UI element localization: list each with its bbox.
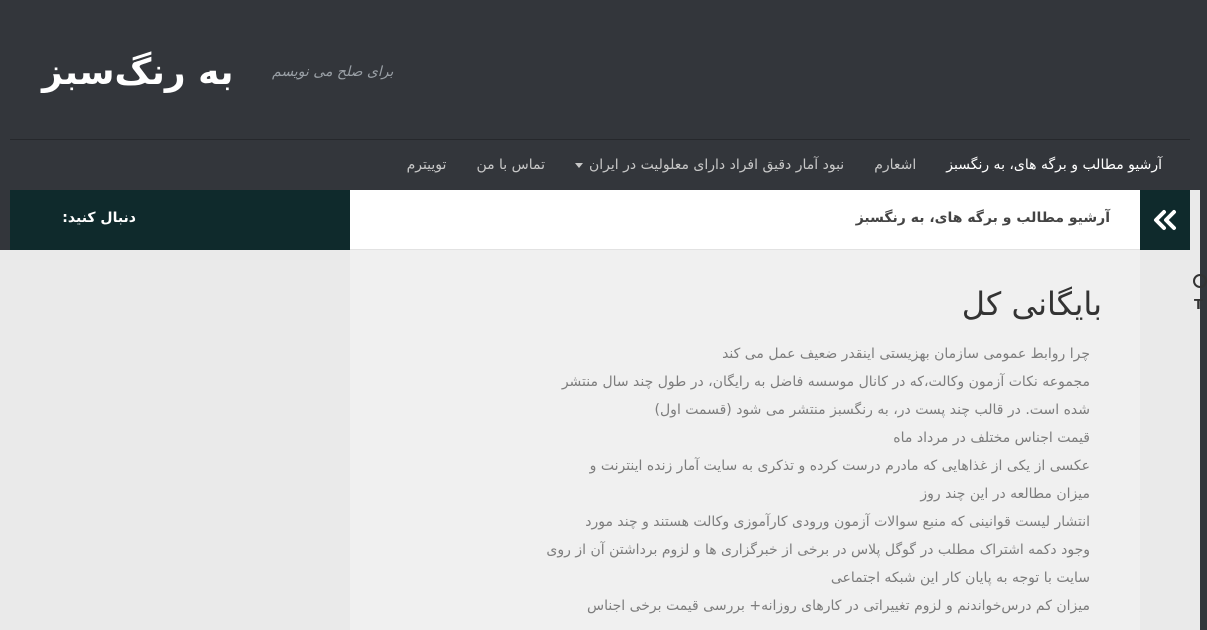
site-header <box>0 0 1200 140</box>
breadcrumb-bar <box>350 190 1140 250</box>
site-title[interactable]: به رنگ‌سبز <box>42 52 234 93</box>
post-link[interactable]: میزان کم درس‌خواندنم و لزوم تغییراتی در کارهای روزانه+ بررسی قیمت برخی اجناس <box>587 598 1090 614</box>
post-link[interactable]: میزان مطالعه در این چند روز <box>920 486 1090 502</box>
post-link[interactable]: قیمت اجناس مختلف در مرداد ماه <box>893 430 1090 446</box>
right-sidebar-edge <box>1190 190 1203 630</box>
post-link[interactable]: مجموعه نکات آزمون وکالت،که در کانال موسسه فاضل به رایگان، در طول چند سال منتشر <box>561 374 1090 390</box>
site-description: برای صلح می نویسم <box>272 64 394 80</box>
main-nav <box>10 139 1190 190</box>
sidebar-collapse-button[interactable] <box>1140 190 1190 250</box>
nav-item-label: اشعارم <box>874 157 917 173</box>
follow-label: دنبال کنید: <box>62 210 136 226</box>
breadcrumb: آرشیو مطالب و برگه های، به رنگسبز <box>855 210 1110 226</box>
partial-letter-icon: T <box>1194 298 1203 313</box>
nav-item-label: آرشیو مطالب و برگه های، به رنگسبز <box>946 157 1162 173</box>
sidebar-header <box>10 190 350 250</box>
partial-circle-icon <box>1193 274 1207 288</box>
nav-item-disability-stats[interactable] <box>575 157 844 173</box>
nav-item-label: توییترم <box>406 157 447 173</box>
nav-item-contact[interactable] <box>476 157 545 173</box>
sidebar <box>10 250 350 630</box>
nav-item-label: تماس با من <box>476 157 546 173</box>
post-link[interactable]: انتشار لیست قوانینی که منبع سوالات آزمون ورودی کارآموزی وکالت هستند و چند مورد <box>585 514 1090 530</box>
main-content <box>350 190 1140 630</box>
nav-item-poems[interactable] <box>874 157 916 173</box>
post-link[interactable]: عکسی از یکی از غذاهایی که مادرم درست کرده و تذکری به سایت آمار زنده اینترنت و <box>589 458 1090 474</box>
nav-item-twitter[interactable] <box>407 157 447 173</box>
post-link[interactable]: چرا روابط عمومی سازمان بهزیستی اینقدر ضعیف عمل می کند <box>722 346 1090 362</box>
double-chevron-left-icon <box>1152 209 1178 231</box>
nav-item-label: نبود آمار دقیق افراد دارای معلولیت در ایران <box>589 157 845 173</box>
post-link[interactable]: شده است. در قالب چند پست در، به رنگسبز منتشر می شود (قسمت اول) <box>654 402 1090 418</box>
chevron-down-icon <box>575 163 583 168</box>
nav-item-archive[interactable] <box>946 157 1162 173</box>
post-list <box>390 340 1090 620</box>
post-link[interactable]: سایت با توجه به پایان کار این شبکه اجتماعی <box>830 570 1090 586</box>
page-title: بایگانی کل <box>961 285 1102 323</box>
post-link[interactable]: وجود دکمه اشتراک مطلب در گوگل پلاس در برخی از خبرگزاری ها و لزوم برداشتن آن از روی <box>546 542 1090 558</box>
